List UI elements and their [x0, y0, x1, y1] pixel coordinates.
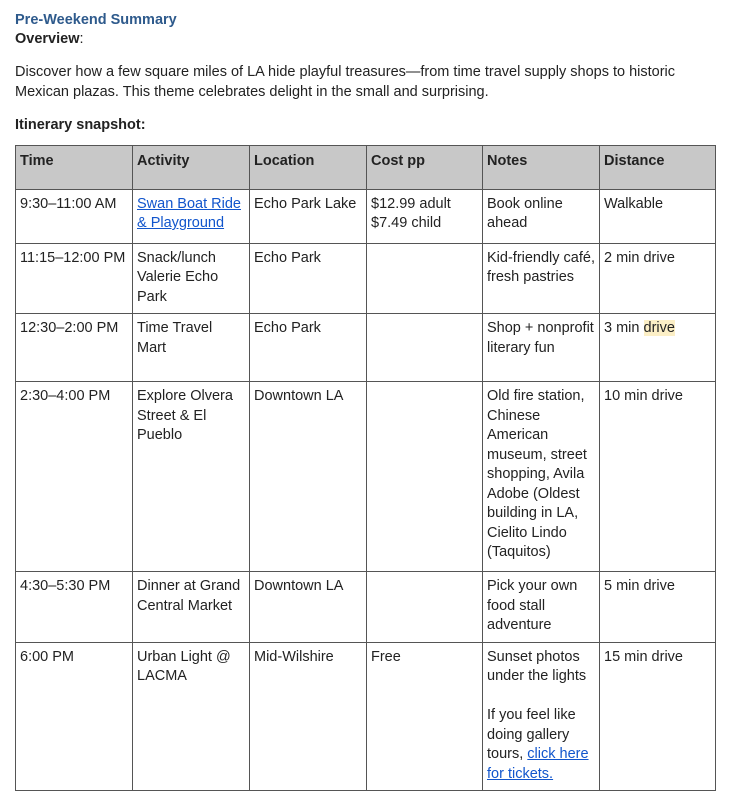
table-row [16, 189, 716, 243]
time-cell: 12:30–2:00 PM [16, 314, 133, 382]
page-title: Pre-Weekend Summary [15, 12, 177, 28]
cost-cell [367, 382, 483, 572]
distance-cell: Walkable [600, 189, 716, 243]
notes-cell: Shop + nonprofit literary fun [483, 314, 600, 382]
table-row [16, 642, 716, 791]
cost-cell [367, 572, 483, 643]
table-header-row [16, 146, 716, 190]
table-row [16, 382, 716, 572]
table-row [16, 314, 716, 382]
notes-spacer [487, 687, 595, 707]
time-cell: 6:00 PM [16, 642, 133, 791]
location-cell: Echo Park [250, 314, 367, 382]
distance-cell: 10 min drive [600, 382, 716, 572]
table-row [16, 243, 716, 314]
activity-cell [133, 189, 250, 243]
time-cell: 4:30–5:30 PM [16, 572, 133, 643]
cost-cell [367, 189, 483, 243]
notes-cell: Kid-friendly café, fresh pastries [483, 243, 600, 314]
distance-prefix: 3 min [604, 320, 644, 336]
distance-cell: 5 min drive [600, 572, 716, 643]
notes-cell: Old fire station, Chinese American museum, street shopping, Avila Adobe (Oldest building in LA, Cielito Lindo (Taquitos) [483, 382, 600, 572]
notes-line: If you feel like doing gallery tours, [487, 707, 576, 762]
overview-colon: : [79, 31, 84, 47]
header-time: Time [16, 146, 133, 190]
header-notes: Notes [483, 146, 600, 190]
header-location: Location [250, 146, 367, 190]
location-cell: Downtown LA [250, 572, 367, 643]
notes-cell: Pick your own food stall adventure [483, 572, 600, 643]
notes-cell [483, 642, 600, 791]
activity-cell: Dinner at Grand Central Market [133, 572, 250, 643]
cost-cell: Free [367, 642, 483, 791]
overview-label: Overview [15, 31, 80, 47]
distance-cell [600, 314, 716, 382]
overview-heading [15, 30, 720, 49]
table-row [16, 572, 716, 643]
notes-line: Sunset photos under the lights [487, 648, 587, 684]
time-cell: 9:30–11:00 AM [16, 189, 133, 243]
cost-child: $7.49 child [371, 215, 442, 231]
itinerary-heading: Itinerary snapshot: [15, 117, 146, 133]
notes-cell: Book online ahead [483, 189, 600, 243]
activity-cell [133, 243, 250, 314]
location-cell: Mid-Wilshire [250, 642, 367, 791]
location-cell: Echo Park Lake [250, 189, 367, 243]
distance-cell: 15 min drive [600, 642, 716, 791]
location-cell: Downtown LA [250, 382, 367, 572]
location-cell: Echo Park [250, 243, 367, 314]
distance-cell: 2 min drive [600, 243, 716, 314]
header-activity: Activity [133, 146, 250, 190]
highlighted-word: drive [643, 320, 675, 336]
cost-adult: $12.99 adult [371, 195, 451, 212]
activity-line: Snack/lunch [137, 249, 216, 266]
activity-cell: Time Travel Mart [133, 314, 250, 382]
cost-cell [367, 314, 483, 382]
tickets-link[interactable]: click here for tickets. [487, 746, 589, 782]
activity-cell: Urban Light @ LACMA [133, 642, 250, 791]
header-cost: Cost pp [367, 146, 483, 190]
itinerary-table [15, 145, 716, 791]
overview-paragraph: Discover how a few square miles of LA hide playful treasures—from time travel supply shops to historic Mexican plazas. This theme celebrates delight in the small and surprising. [15, 64, 676, 100]
time-cell: 11:15–12:00 PM [16, 243, 133, 314]
activity-cell: Explore Olvera Street & El Pueblo [133, 382, 250, 572]
swan-boat-link[interactable]: Swan Boat Ride & Playground [137, 195, 241, 231]
time-cell: 2:30–4:00 PM [16, 382, 133, 572]
cost-cell [367, 243, 483, 314]
header-distance: Distance [600, 146, 716, 190]
activity-line: Valerie Echo Park [137, 269, 219, 305]
